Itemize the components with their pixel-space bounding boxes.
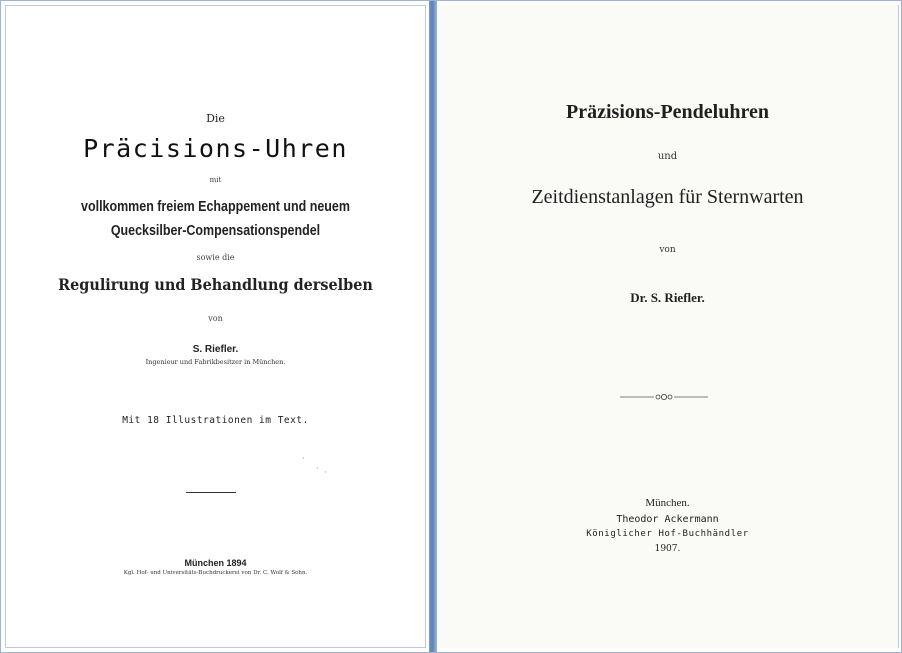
left-sowie-die: sowie die	[196, 253, 235, 262]
left-title-page	[5, 5, 426, 648]
right-publisher-title: Königlicher Hof-Buchhändler	[586, 529, 749, 539]
right-year: 1907.	[654, 544, 681, 554]
right-und: und	[657, 151, 678, 162]
left-author: S. Riefler.	[192, 344, 239, 355]
page-gutter	[429, 1, 437, 652]
left-main-title: Präcisions-Uhren	[83, 134, 348, 163]
left-author-occupation: Ingenieur und Fabrikbesitzer in München.	[145, 358, 286, 366]
paper-speck: ⸱	[316, 464, 319, 474]
left-mit: mit	[209, 176, 222, 184]
left-divider-rule	[186, 492, 236, 493]
left-die: Die	[206, 112, 225, 125]
left-von: von	[208, 314, 223, 323]
right-subtitle: Zeitdienstanlagen für Sternwarten	[531, 186, 804, 208]
right-publisher: Theodor Ackermann	[616, 514, 719, 525]
right-main-title: Präzisions-Pendeluhren	[566, 101, 769, 123]
left-subtitle-line-3: Regulirung und Behandlung derselben	[58, 275, 373, 294]
left-illustrations-note: Mit 18 Illustrationen im Text.	[122, 415, 309, 426]
paper-speck: ·	[302, 454, 305, 464]
left-subtitle-line-2: Quecksilber-Compensationspendel	[110, 223, 321, 239]
ornament-divider-icon	[620, 391, 708, 403]
left-place-year: München 1894	[184, 558, 247, 568]
left-subtitle-line-1: vollkommen freiem Echappement und neuem	[81, 199, 350, 215]
left-printer: Kgl. Hof- und Universitäts-Buchdruckerei von Dr. C. Wolf & Sohn.	[123, 570, 308, 576]
right-author: Dr. S. Riefler.	[630, 290, 705, 305]
right-title-page	[437, 5, 899, 648]
right-von: von	[659, 245, 676, 255]
right-place: München.	[645, 497, 690, 509]
paper-speck: ·	[324, 468, 327, 478]
